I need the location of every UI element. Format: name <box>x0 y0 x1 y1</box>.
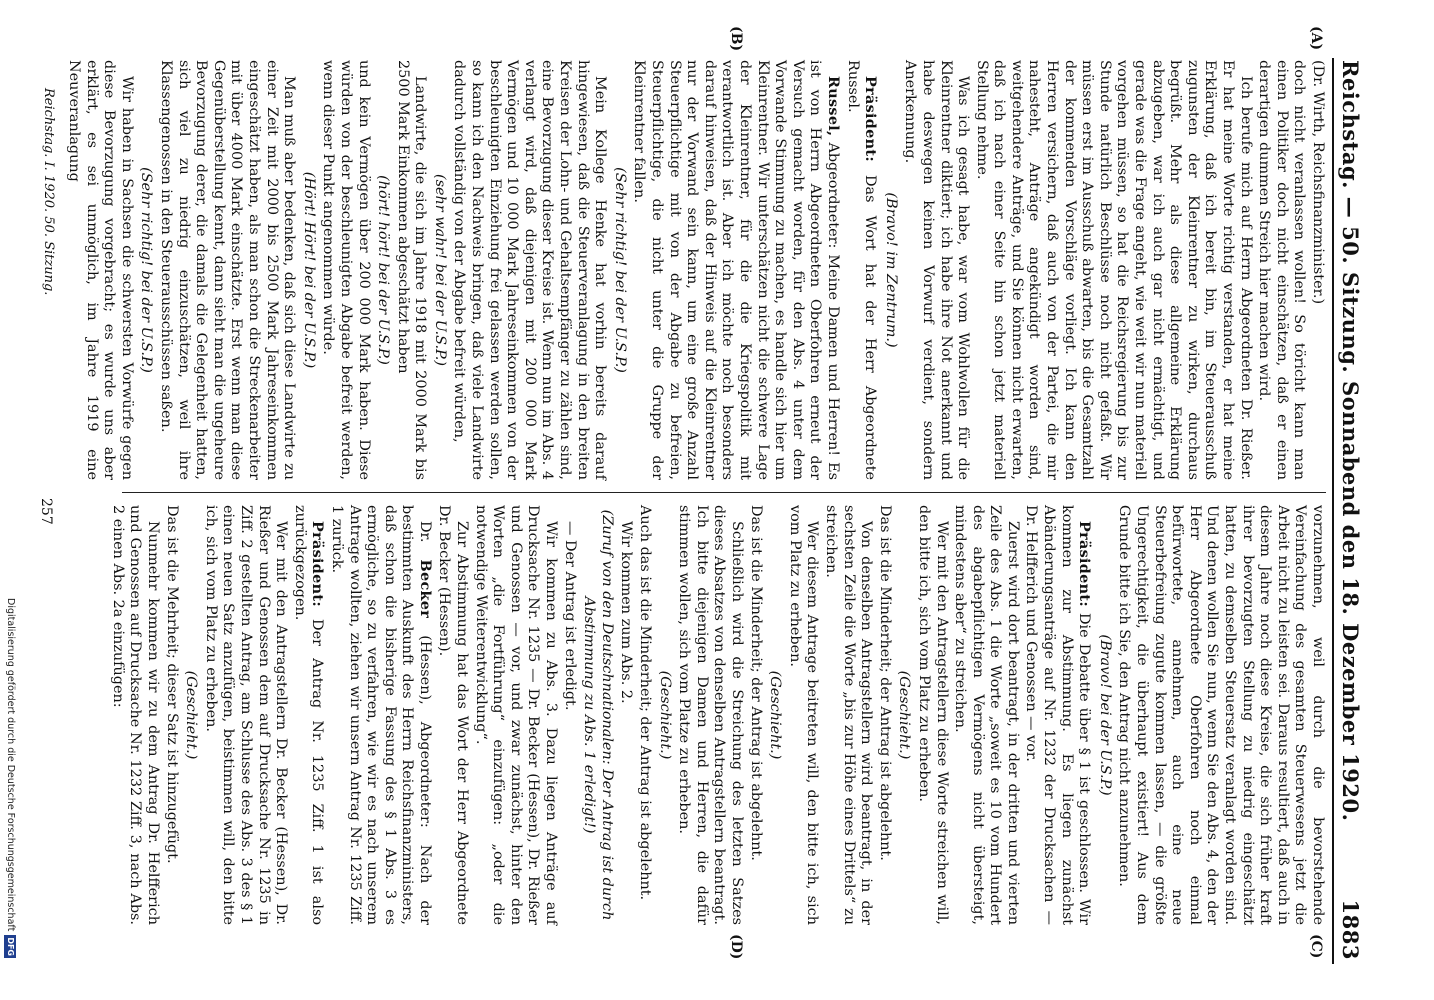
paragraph: Mein Kollege Henke hat vorhin bereits darauf hingewiesen, daß die Steuerveranlagung in den breiten Kreisen der Lohn- und Gehaltsempfänger zu zählen sind, eine Bevorzugung dieser Kreise ist. Wenn nun im Abs. 4 verlangt wird, daß diejenigen mit 200 000 Mark Vermögen und 10 000 Mark Jahreseinkommen von der beschleunigten Einziehung frei gelassen werden sollen, so kann ich den Nachweis bringen, daß viele Landwirte dadurch vollständig von der Abgabe befreit würden, <box>451 60 609 480</box>
paragraph: Präsident: Die Debatte über § 1 ist geschlossen. Wir kommen zur Abstimmung. Es liegen zunächst Abänderungsanträge auf Nr. 1232 der Drucksachen — Dr. Helfferich und Genossen — vor. <box>1023 505 1094 925</box>
footer-page-number: 257 <box>38 498 54 525</box>
column-divider <box>122 492 1326 493</box>
paragraph: Zur Abstimmung hat das Wort der Herr Abgeordnete Dr. Becker (Hessen). <box>436 505 471 925</box>
paragraph: Das ist die Minderheit; der Antrag ist abgelehnt. <box>876 505 893 861</box>
header-page-number: 1883 <box>1338 899 1363 960</box>
right-text-column <box>107 505 1326 925</box>
interjection: (Bravo! bei der U.S.P.) <box>1096 634 1113 796</box>
paragraph: Von denselben Antragstellern wird beantragt, in der sechsten Zeile die Worte „bis zur Höhe eines Drittels“ zu streichen. <box>822 505 875 925</box>
interjection: (sehr wahr! bei der U.S.P.) <box>431 174 448 366</box>
footer-signature: Reichstag. I. 1920. 50. Sitzung. <box>41 88 56 296</box>
paragraph: Wer mit den Antragstellern Dr. Becker (Hessen), Dr. Rießer und Genossen dem auf Drucksache Nr. 1235 in Ziff. 2 gestellten Antrag, am Schlusse des Abs. 3 des § 1 einen neuen Satz anzufügen, beistimmen will, den bitte ich, sich vom Platz zu erheben. <box>202 505 290 925</box>
interjection: (Zuruf von den Deutschnationalen: Der Antrag ist durch Abstimmung zu Abs. 1 erledigt!) <box>581 509 615 921</box>
paragraph: Nunmehr kommen wir zu dem Antrag Dr. Helfferich und Genossen auf Drucksache Nr. 1232 Ziff. 3, nach Abs. 2 einen Abs. 2a einzufügen: <box>109 505 161 925</box>
paragraph: Präsident: Das Wort hat der Herr Abgeordnete Russel. <box>844 60 880 480</box>
interjection: (Geschieht.) <box>767 670 784 760</box>
interjection: (Geschieht.) <box>183 670 200 760</box>
paragraph: Wer diesem Antrage beitreten will, den bitte ich, sich vom Platz zu erheben. <box>786 505 821 925</box>
dfg-logo: DFG <box>6 937 15 956</box>
margin-marker-d: (D) <box>728 934 744 960</box>
paragraph: Wir kommen zu Abs. 3. Dazu liegen Anträge auf Drucksache Nr. 1235 — Dr. Becker (Hessen), Dr. Rießer und Genossen — vor, und zwar zunächst, hinter den Worten „die Fortführung“ einzufügen: „oder die notwendige Weiterentwicklung“. <box>472 505 560 925</box>
paragraph: (Dr. Wirth, Reichsfinanzminister.) <box>1310 60 1326 305</box>
paragraph: und kein Vermögen über 200 000 Mark haben. Diese würden von der beschleunigten Abgabe befreit werden, wenn dieser Punkt angenommen würde. <box>320 60 372 480</box>
paragraph: Auch das ist die Minderheit; der Antrag ist abgelehnt. <box>637 505 654 901</box>
margin-marker-b: (B) <box>728 26 744 52</box>
paragraph: Präsident: Der Antrag Nr. 1235 Ziff. 1 ist also zurückgezogen. <box>291 505 327 925</box>
credit-text: Digitalisierung gefördert durch die Deutsche Forschungsgemeinschaft <box>5 598 16 932</box>
paragraph: vorzunehmen, weil durch die bevorstehende Vereinfachung des gesamten Steuerwesens jetzt die Arbeit nicht zu leisten sei. Daraus resultiert, daß auch in diesem Jahre noch diese Kreise, die sich früher kraft ihrer bevorzugten Stellung zu niedrig eingeschätzt hatten, zu demselben Steuersatz veranlagt worden sind. Und denen wollen Sie nun, wenn Sie den Abs. 4, den der Herr Abgeordnete Oberfohren noch einmal befürwortete, annehmen, auch eine neue Steuerbefreiung zugute kommen lassen, — die größte Ungerechtigkeit, die überhaupt existiert! Aus dem Grunde bitte ich Sie, den Antrag nicht anzunehmen. <box>1116 505 1326 925</box>
paragraph: — Der Antrag ist erledigt. <box>561 521 578 711</box>
margin-marker-c: (C) <box>1308 934 1324 959</box>
paragraph: Wir kommen zum Abs. 2. <box>618 521 635 704</box>
paragraph: Das ist die Mehrheit; dieser Satz ist hinzugefügt. <box>163 505 180 864</box>
paragraph: Ich berufe mich auf Herrn Abgeordneten Dr. Rießer. Er hat meine Worte richtig verstanden, er hat meine Erklärung, daß ich bereit bin, im Steuerausschuß zugunsten der Kleinrentner zu wirken, durchaus begrüßt. Mehr als diese allgemeine Erklärung abzugeben, war ich auch gar nicht ermächtigt, und gerade was die Frage angeht, wie weit wir nun materiell vorgehen müssen, so hat die Reichsregierung bis zur Stunde natürlich Beschlüsse noch nicht gefaßt. Wir müssen erst im Ausschuß abwarten, bis die Gesamtzahl der kommenden Vorschläge vorliegt. Ich kann den Herren versichern, daß auch von der Partei, die mir nahesteht, Anträge angekündigt worden sind, weitgehendere Anträge, und Sie können nicht erwarten, daß ich nach einer Seite hin schon jetzt materiell Stellung nehme. <box>973 60 1254 480</box>
paragraph: Was ich gesagt habe, war vom Wohlwollen für die Kleinrentner diktiert; ich habe ihre Not anerkannt und habe deswegen keinen Vorwurf verdient, sondern Anerkennung. <box>902 60 972 480</box>
interjection: (Geschieht.) <box>896 670 913 760</box>
paragraph: doch nicht veranlassen wollen! So töricht kann man einen Politiker doch nicht einschätzen, daß er einen derartigen dummen Streich hier machen wird. <box>1256 60 1308 480</box>
left-text-column <box>63 60 1326 480</box>
paragraph: Zuerst wird dort beantragt, in der dritten und vierten Zeile des Abs. 1 die Worte „soweit es 10 vom Hundert des abgabepflichtigen Vermögens nicht übersteigt, mindestens aber“ zu streichen. <box>952 505 1021 925</box>
interjection: (Hört! Hört! bei der U.S.P.) <box>300 171 317 369</box>
margin-marker-a: (A) <box>1308 26 1324 51</box>
paragraph: Wer mit den Antragstellern diese Worte streichen will, den bitte ich, sich vom Platz zu erheben. <box>915 505 950 925</box>
paragraph: Landwirte, die sich im Jahre 1918 mit 2000 Mark bis 2500 Mark Einkommen abgeschätzt haben <box>394 60 429 480</box>
digitization-credit <box>2 598 14 998</box>
paragraph: Dr. Becker (Hessen), Abgeordneter: Nach der bestimmten Auskunft des Herrn Reichsfinanzministers, daß schon die bisherige Fassung des § 1 Abs. 3 es ermögliche, so zu verfahren, wie wir es nach unserem Antrage wollten, ziehen wir unsern Antrag Nr. 1235 Ziff. 1 zurück. <box>328 505 434 926</box>
header-rule <box>1332 58 1334 964</box>
paragraph: Schließlich wird die Streichung des letzten Satzes dieses Absatzes von denselben Antragstellern beantragt. Ich bitte diejenigen Damen und Herren, die dafür stimmen wollen, sich vom Platze zu erheben. <box>676 505 745 925</box>
interjection: (Geschieht.) <box>656 670 673 760</box>
paragraph: Man muß aber bedenken, daß sich diese Landwirte zu einer Zeit mit 2000 bis 2500 Mark Jahreseinkommen eingeschätzt haben, als man schon die Streckenarbeiter mit über 4000 Mark einschätzte. Erst wenn man diese Gegenüberstellung kennt, dann sieht man die ungeheure Bevorzugung derer, die damals die Gelegenheit hatten, sich viel zu niedrig einzuschätzen, weil ihre Klassengenossen in den Steuerausschüssen saßen. <box>158 60 298 480</box>
page-header <box>1338 60 1372 960</box>
paragraph: Das ist die Minderheit; der Antrag ist abgelehnt. <box>747 505 764 861</box>
paragraph: Russel, Abgeordneter: Meine Damen und Herren! Es ist von Herrn Abgeordneten Oberfohren erneut der Versuch gemacht worden, für den Abs. 4 unter dem Vorwande Stimmung zu machen, es handle sich hier um Kleinrentner. Wir unterschätzen nicht die schwere Lage der Kleinrentner, für die die Kriegspolitik mit verantwortlich ist. Aber ich möchte noch besonders darauf hinweisen, daß der Hinweis auf die Kleinrentner nur der Vorwand sein kann, um eine große Anzahl Steuerpflichtige mit von der Abgabe zu befreien, Steuerpflichtige, die nicht unter die Gruppe der Kleinrentner fallen. <box>631 60 842 480</box>
interjection: (Sehr richtig! bei der U.S.P.) <box>138 167 155 373</box>
interjection: (Sehr richtig! bei der U.S.P.) <box>611 167 628 373</box>
running-head: Reichstag. — 50. Sitzung. Sonnabend den 18. Dezember 1920. <box>1338 60 1363 822</box>
interjection: (hört! hört! bei der U.S.P.) <box>375 175 392 365</box>
interjection: (Bravo! im Zentrum.) <box>882 192 899 348</box>
paragraph: Wir haben in Sachsen die schwersten Vorwürfe gegen diese Bevorzugung vorgebracht; es wurde uns aber erklärt, es sei unmöglich, im Jahre 1919 eine Neuveranlagung <box>66 60 135 480</box>
